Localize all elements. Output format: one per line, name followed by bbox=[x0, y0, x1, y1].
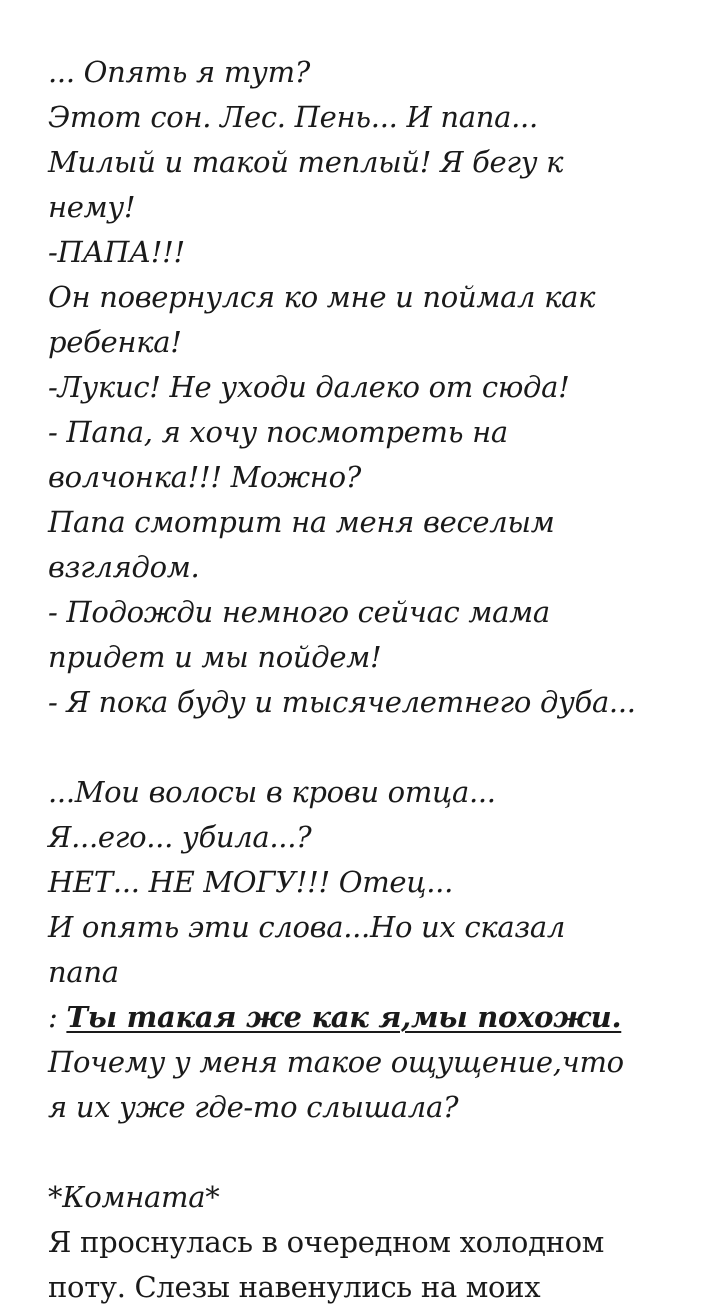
paragraph-gap bbox=[48, 725, 672, 770]
quote-prefix: : bbox=[48, 1000, 67, 1034]
text-line: придет и мы пойдем! bbox=[48, 640, 382, 674]
text-line: папа bbox=[48, 955, 119, 989]
text-line: ребенка! bbox=[48, 325, 182, 359]
text-line: нему! bbox=[48, 190, 136, 224]
text-line: - Я пока буду и тысячелетнего дуба... bbox=[48, 685, 636, 719]
text-line: Этот сон. Лес. Пень... И папа... bbox=[48, 100, 538, 134]
text-line: И опять эти слова...Но их сказал bbox=[48, 910, 566, 944]
text-line: - Подожди немного сейчас мама bbox=[48, 595, 550, 629]
text-line: Милый и такой теплый! Я бегу к bbox=[48, 145, 564, 179]
quote-line bbox=[48, 995, 672, 1040]
scene-heading: *Комната* bbox=[48, 1180, 220, 1214]
text-line: НЕТ... НЕ МОГУ!!! Отец... bbox=[48, 865, 453, 899]
text-line: -ПАПА!!! bbox=[48, 235, 185, 269]
text-line: я их уже где-то слышала? bbox=[48, 1090, 459, 1124]
text-line: - Папа, я хочу посмотреть на bbox=[48, 415, 508, 449]
text-line: Почему у меня такое ощущение,что bbox=[48, 1045, 624, 1079]
text-line: -Лукис! Не уходи далеко от сюда! bbox=[48, 370, 570, 404]
text-line: поту. Слезы навенулись на моих bbox=[48, 1270, 541, 1304]
text-line: Он повернулся ко мне и поймал как bbox=[48, 280, 596, 314]
text-line: Я...его... убила...? bbox=[48, 820, 312, 854]
text-line: Папа смотрит на меня веселым bbox=[48, 505, 555, 539]
paragraph-gap bbox=[48, 1130, 672, 1175]
text-line: взглядом. bbox=[48, 550, 200, 584]
text-line: волчонка!!! Можно? bbox=[48, 460, 362, 494]
text-line: ... Опять я тут? bbox=[48, 55, 311, 89]
quote-text: Ты такая же как я,мы похожи. bbox=[66, 1000, 622, 1034]
story-text bbox=[48, 50, 672, 1310]
text-line: ...Мои волосы в крови отца... bbox=[48, 775, 496, 809]
text-line: Я проснулась в очередном холодном bbox=[48, 1225, 605, 1259]
